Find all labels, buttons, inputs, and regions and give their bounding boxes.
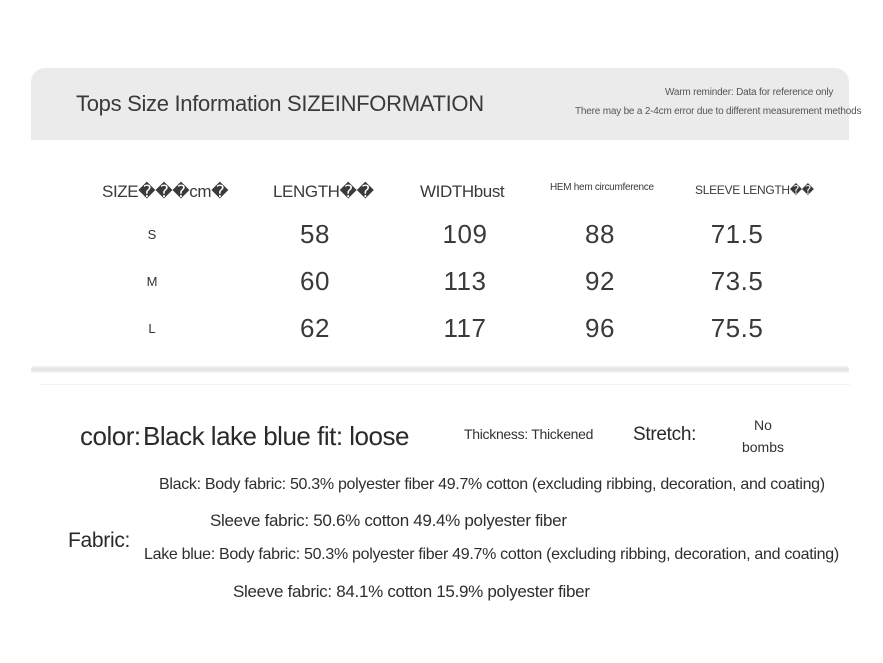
fabric-black-sleeve: Sleeve fabric: 50.6% cotton 49.4% polyester fiber: [210, 511, 567, 530]
size-label-m: M: [146, 274, 158, 289]
col-header-size: SIZE���cm�: [102, 182, 229, 201]
fabric-lakeblue-sleeve: Sleeve fabric: 84.1% cotton 15.9% polyester fiber: [233, 582, 590, 601]
col-header-length: LENGTH��: [273, 182, 374, 201]
cell-sleeve-l: 75.5: [710, 313, 764, 343]
cell-width-l: 117: [443, 313, 487, 343]
fabric-black-body: Black: Body fabric: 50.3% polyester fiber 49.7% cotton (excluding ribbing, decoration, and coating): [159, 476, 825, 493]
cell-length-m: 60: [300, 266, 330, 296]
cell-width-s: 109: [442, 219, 488, 249]
cell-hem-l: 96: [585, 313, 615, 343]
cell-hem-m: 92: [585, 266, 615, 296]
color-fit-value: Black lake blue fit: loose: [143, 421, 409, 451]
cell-sleeve-m: 73.5: [710, 266, 764, 296]
stretch-value: [736, 414, 790, 458]
stretch-value-line2: bombs: [741, 439, 785, 455]
col-header-width: WIDTHbust: [420, 182, 505, 201]
stretch-value-line1: No: [754, 417, 772, 433]
fabric-lakeblue-body: Lake blue: Body fabric: 50.3% polyester fiber 49.7% cotton (excluding ribbing, decoration, and coating): [144, 546, 839, 563]
error-note: There may be a 2-4cm error due to different measurement methods: [575, 106, 862, 117]
reminder-note: Warm reminder: Data for reference only: [665, 87, 834, 98]
cell-sleeve-s: 71.5: [710, 219, 764, 249]
color-label: color:: [80, 421, 141, 451]
page-title: Tops Size Information SIZEINFORMATION: [76, 91, 484, 116]
cell-length-s: 58: [300, 219, 330, 249]
col-header-sleeve: SLEEVE LENGTH��: [695, 183, 814, 197]
size-label-s: S: [147, 227, 157, 242]
stretch-label: Stretch:: [633, 424, 697, 445]
thickness-info: Thickness: Thickened: [464, 426, 594, 442]
cell-hem-s: 88: [585, 219, 615, 249]
cell-width-m: 113: [443, 266, 487, 296]
table-divider: [31, 366, 849, 373]
faint-divider: [40, 384, 850, 385]
fabric-label: Fabric:: [68, 529, 131, 552]
cell-length-l: 62: [300, 313, 330, 343]
size-label-l: L: [148, 321, 156, 336]
col-header-hem: HEM hem circumference: [550, 182, 654, 193]
